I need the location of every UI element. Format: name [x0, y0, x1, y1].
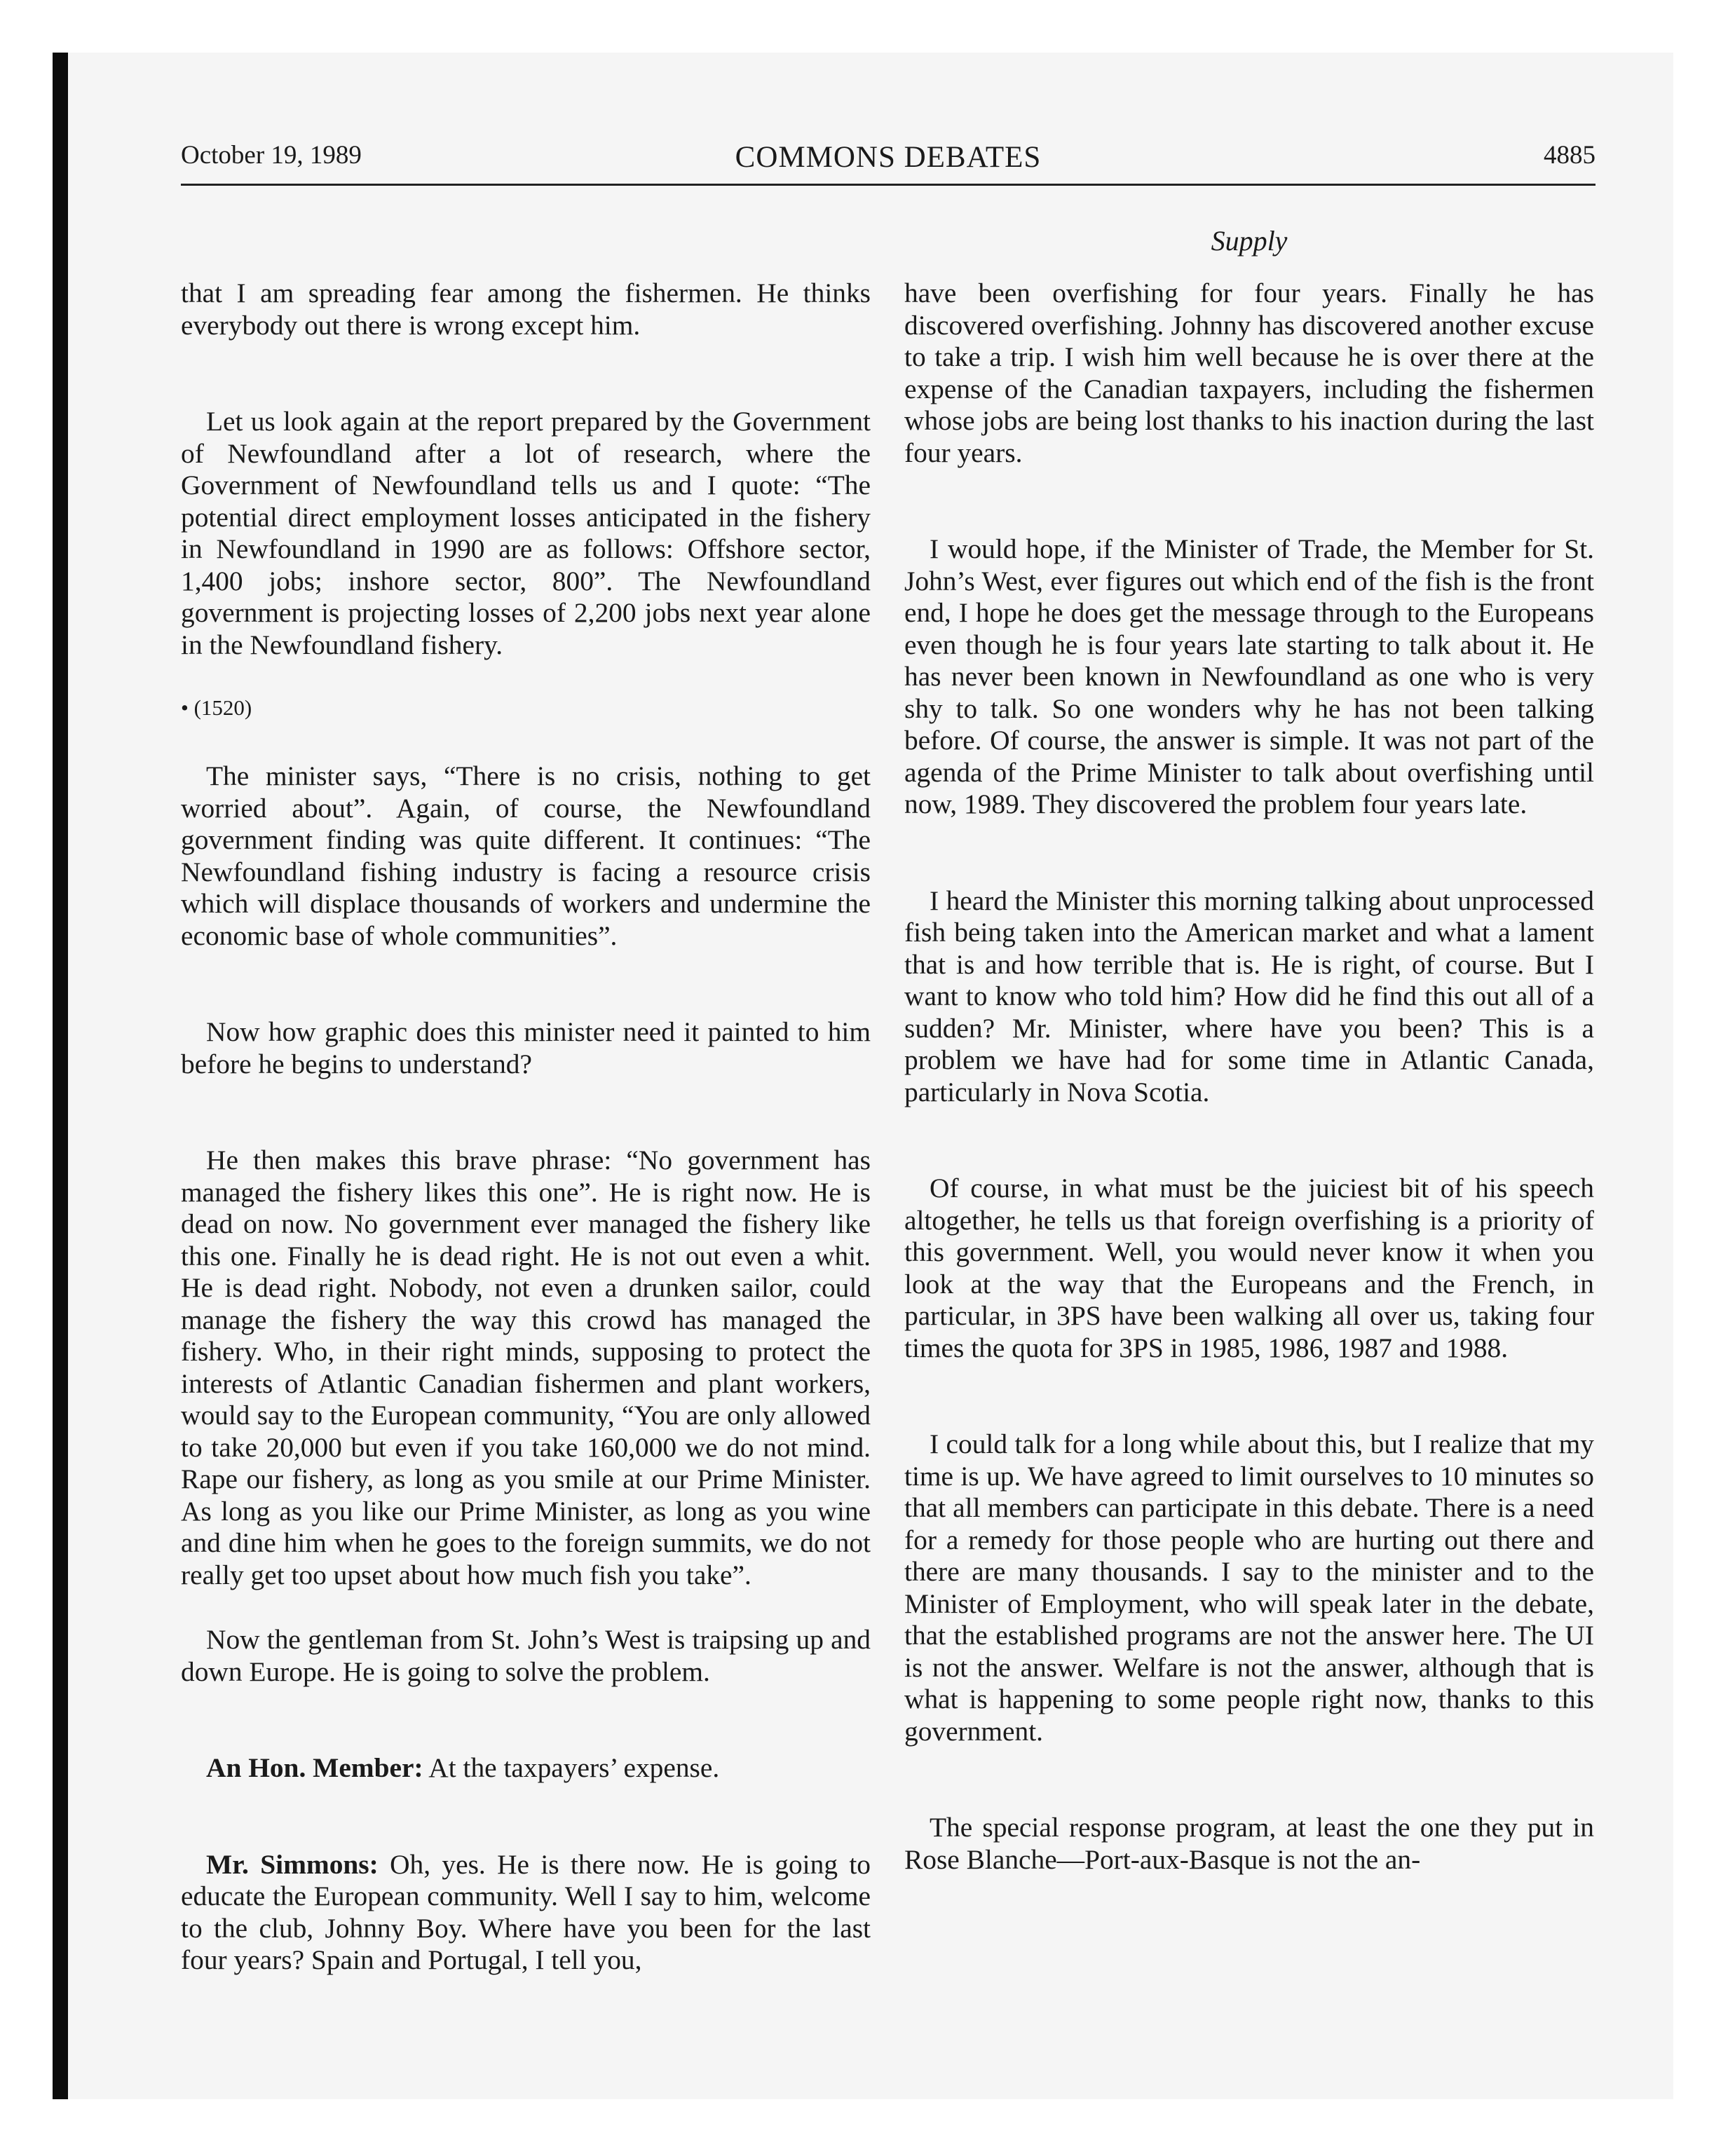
paragraph: I could talk for a long while about this, but I realize that my time is up. We have agreed to limit ourselves to 10 minutes so that all members can participate in this debate. There is a need for a remedy for those people who are hurting out there and there are many thousands. I say to the minister and to the Minister of Employment, who will speak later in the debate, that the established programs are not the answer here. The UI is not the answer. Welfare is not the answer, although that is what is happening to some people right now, thanks to this government. [904, 1428, 1594, 1747]
speaker-name: An Hon. Member: [206, 1752, 423, 1783]
paragraph: Let us look again at the report prepared by the Government of Newfoundland after a lot of research, where the Government of Newfoundland tells us and I quote: “The potential direct employment losses anticipated in the fishery in Newfoundland in 1990 are as follows: Offshore sector, 1,400 jobs; inshore sector, 800”. The Newfoundland government is projecting losses of 2,200 jobs next year alone in the Newfoundland fishery. [181, 406, 871, 660]
header-date: October 19, 1989 [181, 141, 362, 170]
paragraph: The special response program, at least the one they put in Rose Blanche—Port-aux-Basque is not the an- [904, 1812, 1594, 1875]
paragraph: Of course, in what must be the juiciest bit of his speech altogether, he tells us that foreign overfishing is a priority of this government. Well, you would never know it when you look at the way that the Europeans and the French, in particular, in 3PS have been walking all over us, taking four times the quota for 3PS in 1985, 1986, 1987 and 1988. [904, 1173, 1594, 1363]
right-column [904, 278, 1594, 1876]
speech-text: Oh, yes. He is there now. He is going to educate the European community. Well I say to him, welcome to the club, Johnny Boy. Where have you been for the last four years? Spain and Portugal, I tell you, [181, 1848, 871, 1975]
speaker-name: Mr. Simmons: [206, 1848, 379, 1880]
paragraph: Now the gentleman from St. John’s West is traipsing up and down Europe. He is going to solve the problem. [181, 1624, 871, 1687]
time-marker: • (1520) [181, 695, 252, 720]
speech-text: At the taxpayers’ expense. [423, 1752, 720, 1783]
paragraph: have been overfishing for four years. Finally he has discovered overfishing. Johnny has discovered another excuse to take a trip. I wish him well because he is over there at the expense of the Canadian taxpayers, including the fishermen whose jobs are being lost thanks to his inaction during the last four years. [904, 278, 1594, 468]
running-head [181, 140, 1595, 186]
header-page-number: 4885 [1544, 141, 1595, 170]
speech-paragraph [181, 1849, 871, 1977]
paragraph: I would hope, if the Minister of Trade, the Member for St. John’s West, ever figures out which end of the fish is the front end, I hope he does get the message through to the Europeans even though he is four years late starting to talk about it. He has never been known in Newfoundland as one who is very shy to talk. So one wonders why he has not been talking before. Of course, the answer is simple. It was not part of the agenda of the Prime Minister to talk about overfishing until now, 1989. They discovered the problem four years late. [904, 533, 1594, 819]
paragraph: He then makes this brave phrase: “No government has managed the fishery likes this one”. He is right now. He is dead on now. No government ever managed the fishery like this one. Finally he is dead right. He is not out even a whit. He is dead right. Nobody, not even a drunken sailor, could manage the fishery the way this crowd has managed the fishery. Who, in their right minds, supposing to protect the interests of Atlantic Canadian fishermen and plant workers, would say to the European community, “You are only allowed to take 20,000 but even if you take 160,000 we do not mind. Rape our fishery, as long as you smile at our Prime Minister. As long as you like our Prime Minister, as long as you wine and dine him when he goes to the foreign summits, we do not really get too upset about how much fish you take”. [181, 1145, 871, 1590]
paragraph: I heard the Minister this morning talking about unprocessed fish being taken into the American market and what a lament that is and how terrible that is. He is right, of course. But I want to know who told him? How did he find this out all of a sudden? Mr. Minister, where have you been? This is a problem we have had for some time in Atlantic Canada, particularly in Nova Scotia. [904, 885, 1594, 1107]
scan-edge [53, 53, 68, 2099]
section-label: Supply [1211, 225, 1288, 257]
speech-paragraph [181, 1752, 871, 1785]
paragraph: Now how graphic does this minister need it painted to him before he begins to understand? [181, 1016, 871, 1079]
paragraph: that I am spreading fear among the fishermen. He thinks everybody out there is wrong except him. [181, 278, 871, 341]
left-column [181, 278, 871, 1977]
header-title: COMMONS DEBATES [735, 141, 1042, 174]
paragraph: The minister says, “There is no crisis, nothing to get worried about”. Again, of course, the Newfoundland government finding was quite different. It continues: “The Newfoundland fishing industry is facing a resource crisis which will displace thousands of workers and undermine the economic base of whole communities”. [181, 760, 871, 951]
